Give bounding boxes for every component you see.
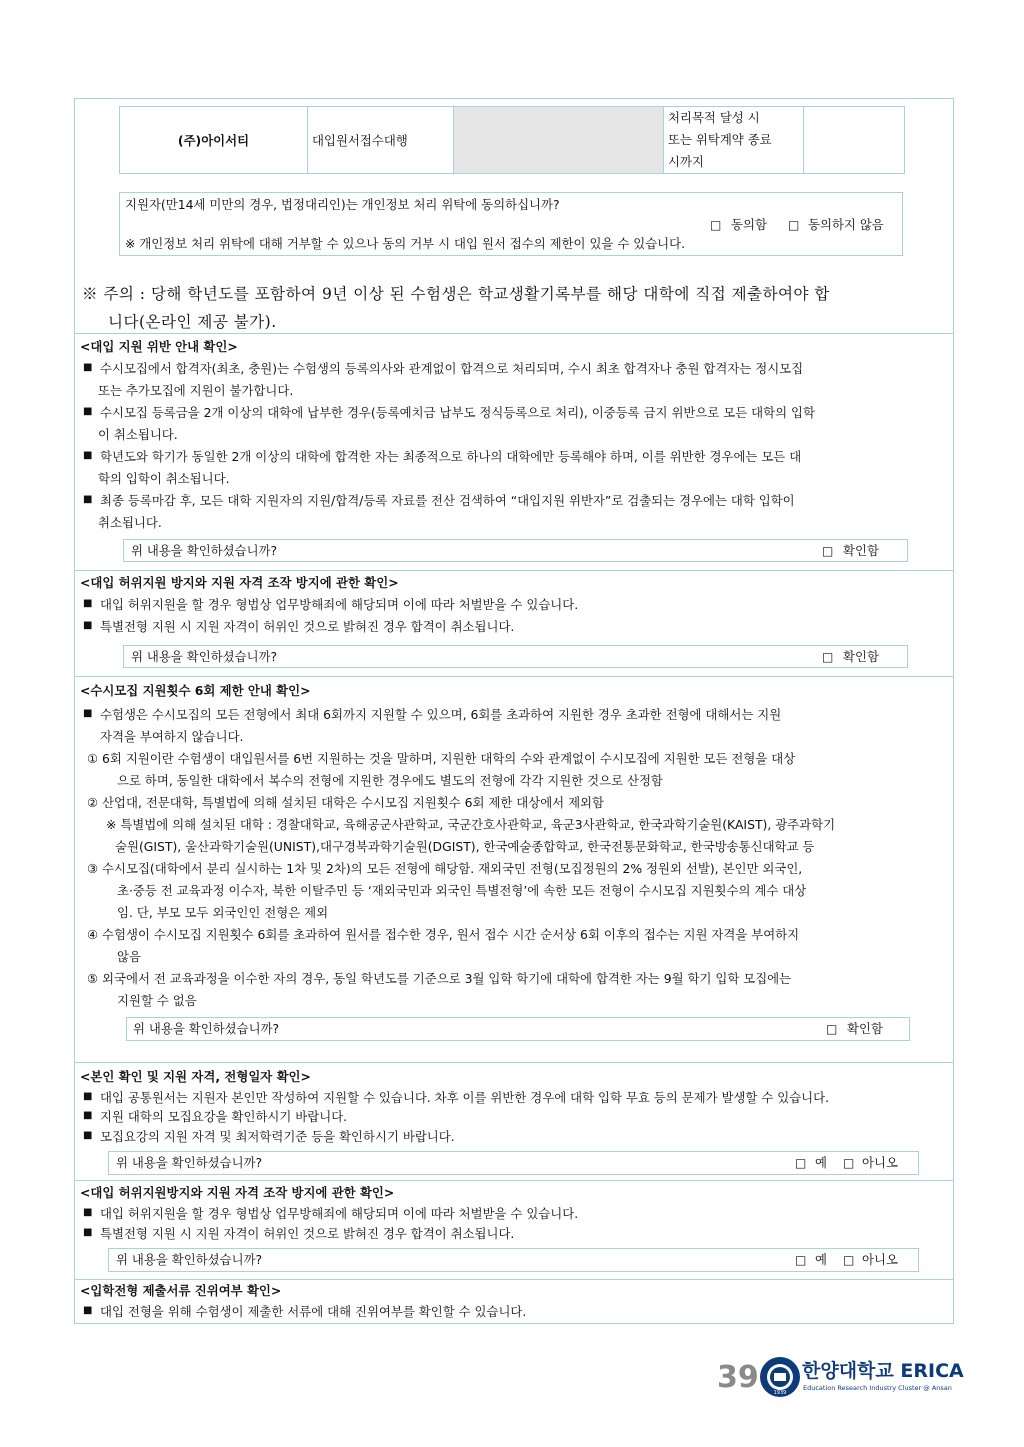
numbered-item: ③ 수시모집(대학에서 분리 실시하는 1차 및 2차)의 모든 전형에 해당함. 재외국민 전형(모집정원의 2% 정원외 선발), 본인만 외국인, (87, 861, 803, 876)
yes-checkbox[interactable]: □ (795, 1253, 807, 1267)
list-item: 최종 등록마감 후, 모든 대학 지원자의 지원/합격/등록 자료를 전산 검색하여 “대입지원 위반자”로 검출되는 경우에는 대학 입학이 (100, 493, 795, 508)
list-item: 지원 대학의 모집요강을 확인하시기 바랍니다. (100, 1109, 348, 1124)
yes-label: 예 (815, 1252, 827, 1267)
list-item: 이 취소됩니다. (98, 427, 178, 442)
list-item: 대입 허위지원을 할 경우 형법상 업무방해죄에 해당되며 이에 따라 처벌받을 수 있습니다. (100, 1206, 579, 1221)
list-item: 수험생은 수시모집의 모든 전형에서 최대 6회까지 지원할 수 있으며, 6회를 초과하여 지원한 경우 초과한 전형에 대해서는 지원 (100, 707, 782, 722)
confirm-label: 확인함 (847, 1021, 883, 1036)
section-divider (74, 1180, 954, 1181)
confirm-checkbox[interactable]: □ (822, 650, 834, 664)
confirm-checkbox[interactable]: □ (826, 1022, 838, 1036)
table-cell-task (308, 107, 454, 173)
list-item: 대입 공통원서는 지원자 본인만 작성하여 지원할 수 있습니다. 차후 이를 위반한 경우에 대학 입학 무효 등의 문제가 발생할 수 있습니다. (100, 1090, 830, 1105)
bullet-icon: ■ (83, 1227, 93, 1238)
numbered-item: 지원할 수 없음 (117, 993, 197, 1008)
list-item: 특별전형 지원 시 지원 자격이 허위인 것으로 밝혀진 경우 합격이 취소됩니다. (100, 619, 515, 634)
numbered-item: 않음 (117, 949, 141, 964)
section-title: <대입 허위지원 방지와 지원 자격 조작 방지에 관한 확인> (80, 575, 399, 590)
confirm-question: 위 내용을 확인하셨습니까? (131, 649, 278, 664)
list-item: 또는 추가모집에 지원이 불가합니다. (98, 383, 294, 398)
agree-checkbox[interactable]: □ (710, 218, 722, 232)
table-cell-empty (804, 107, 904, 173)
period-line: 시까지 (668, 154, 704, 169)
section-divider (74, 570, 954, 571)
bullet-icon: ■ (83, 494, 93, 505)
list-item: 학년도와 학기가 동일한 2개 이상의 대학에 합격한 자는 최종적으로 하나의 대학에만 등록해야 하며, 이를 위반한 경우에는 모든 대 (100, 449, 802, 464)
list-item: 취소됩니다. (98, 515, 162, 530)
list-item: 특별전형 지원 시 지원 자격이 허위인 것으로 밝혀진 경우 합격이 취소됩니다. (100, 1226, 515, 1241)
numbered-item: ① 6회 지원이란 수험생이 대입원서를 6번 지원하는 것을 말하며, 지원한 대학의 수와 관계없이 수시모집에 지원한 모든 전형을 대상 (87, 751, 796, 766)
no-label: 아니오 (862, 1155, 898, 1170)
table-cell-company (120, 107, 308, 173)
list-item: 자격을 부여하지 않습니다. (100, 729, 244, 744)
table-cell-period (664, 107, 804, 173)
list-item: 모집요강의 지원 자격 및 최저학력기준 등을 확인하시기 바랍니다. (100, 1129, 455, 1144)
university-seal-icon (759, 1356, 801, 1398)
bullet-icon: ■ (83, 1305, 93, 1316)
list-item: 수시모집에서 합격자(최초, 충원)는 수험생의 등록의사와 관계없이 합격으로 처리되며, 수시 최초 합격자나 충원 합격자는 정시모집 (100, 361, 804, 376)
caution-text: ※ 주의 : 당해 학년도를 포함하여 9년 이상 된 수험생은 학교생활기록부를 해당 대학에 직접 제출하여야 합 (82, 285, 830, 303)
bullet-icon: ■ (83, 450, 93, 461)
section-divider (74, 676, 954, 677)
section-title: <대입 지원 위반 안내 확인> (80, 339, 238, 354)
bullet-icon: ■ (83, 1091, 93, 1102)
section-title: <수시모집 지원횟수 6회 제한 안내 확인> (80, 683, 311, 698)
seal-year: 1939 (773, 1390, 787, 1396)
confirm-question: 위 내용을 확인하셨습니까? (116, 1155, 263, 1170)
bullet-icon: ■ (83, 598, 93, 609)
consent-note: ※ 개인정보 처리 위탁에 대해 거부할 수 있으나 동의 거부 시 대입 원서 접수의 제한이 있을 수 있습니다. (125, 236, 686, 251)
table-cell-shaded (454, 107, 664, 173)
page-number: 39 (717, 1360, 759, 1395)
company-name: (주)아이서티 (177, 133, 250, 148)
list-item: 대입 전형을 위해 수험생이 제출한 서류에 대해 진위여부를 확인할 수 있습니다. (100, 1304, 527, 1319)
section-divider (74, 333, 954, 334)
confirm-question: 위 내용을 확인하셨습니까? (131, 543, 278, 558)
yes-label: 예 (815, 1155, 827, 1170)
bullet-icon: ■ (83, 1110, 93, 1121)
bullet-icon: ■ (83, 1207, 93, 1218)
bullet-icon: ■ (83, 1130, 93, 1141)
confirm-label: 확인함 (843, 649, 879, 664)
yes-checkbox[interactable]: □ (795, 1156, 807, 1170)
numbered-item: ⑤ 외국에서 전 교육과정을 이수한 자의 경우, 동일 학년도를 기준으로 3월 입학 학기에 대학에 합격한 자는 9월 학기 입학 모집에는 (87, 971, 792, 986)
university-tagline: Education Research Industry Cluster @ Ansan (803, 1384, 952, 1392)
numbered-item: ④ 수험생이 수시모집 지원횟수 6회를 초과하여 원서를 접수한 경우, 원서 접수 시간 순서상 6회 이후의 접수는 지원 자격을 부여하지 (87, 927, 800, 942)
numbered-item: 으로 하며, 동일한 대학에서 복수의 전형에 지원한 경우에도 별도의 전형에 각각 지원한 것으로 산정함 (117, 773, 663, 788)
no-checkbox[interactable]: □ (843, 1156, 855, 1170)
confirm-question: 위 내용을 확인하셨습니까? (133, 1021, 280, 1036)
bullet-icon: ■ (83, 708, 93, 719)
no-checkbox[interactable]: □ (843, 1253, 855, 1267)
disagree-label: 동의하지 않음 (808, 217, 884, 232)
numbered-item: 임. 단, 부모 모두 외국인인 전형은 제외 (117, 905, 329, 920)
no-label: 아니오 (862, 1252, 898, 1267)
section-divider (74, 1062, 954, 1063)
agree-label: 동의함 (731, 217, 767, 232)
list-item: 수시모집 등록금을 2개 이상의 대학에 납부한 경우(등록예치금 납부도 정식등록으로 처리), 이중등록 금지 위반으로 모든 대학의 입학 (100, 405, 815, 420)
note-item: 술원(GIST), 울산과학기술원(UNIST),대구경북과학기술원(DGIST), 한국예술종합학교, 한국전통문화학교, 한국방송통신대학교 등 (115, 839, 815, 854)
caution-text: 니다(온라인 제공 불가). (108, 313, 277, 331)
period-line: 또는 위탁계약 종료 (668, 132, 772, 147)
confirm-checkbox[interactable]: □ (822, 544, 834, 558)
section-title: <대입 허위지원방지와 지원 자격 조작 방지에 관한 확인> (80, 1185, 395, 1200)
entrusted-task: 대입원서접수대행 (312, 133, 408, 148)
note-item: ※ 특별법에 의해 설치된 대학 : 경찰대학교, 육해공군사관학교, 국군간호사관학교, 육군3사관학교, 한국과학기술원(KAIST), 광주과학기 (106, 817, 836, 832)
list-item: 학의 입학이 취소됩니다. (98, 471, 230, 486)
section-title: <입학전형 제출서류 진위여부 확인> (80, 1283, 282, 1298)
period-line: 처리목적 달성 시 (668, 110, 760, 125)
confirm-question: 위 내용을 확인하셨습니까? (116, 1252, 263, 1267)
bullet-icon: ■ (83, 620, 93, 631)
numbered-item: ② 산업대, 전문대학, 특별법에 의해 설치된 대학은 수시모집 지원횟수 6회 제한 대상에서 제외함 (87, 795, 604, 810)
section-divider (74, 1279, 954, 1280)
list-item: 대입 허위지원을 할 경우 형법상 업무방해죄에 해당되며 이에 따라 처벌받을 수 있습니다. (100, 597, 579, 612)
bullet-icon: ■ (83, 362, 93, 373)
university-logo-text: 한양대학교 ERICA (802, 1360, 964, 1382)
numbered-item: 초·중등 전 교육과정 이수자, 북한 이탈주민 등 ‘재외국민과 외국인 특별전형’에 속한 모든 전형이 수시모집 지원횟수의 계수 대상 (117, 883, 807, 898)
confirm-label: 확인함 (843, 543, 879, 558)
entrustment-table (119, 106, 905, 174)
bullet-icon: ■ (83, 406, 93, 417)
section-title: <본인 확인 및 지원 자격, 전형일자 확인> (80, 1069, 311, 1084)
disagree-checkbox[interactable]: □ (788, 218, 800, 232)
consent-question: 지원자(만14세 미만의 경우, 법정대리인)는 개인정보 처리 위탁에 동의하십니까? (125, 197, 560, 212)
